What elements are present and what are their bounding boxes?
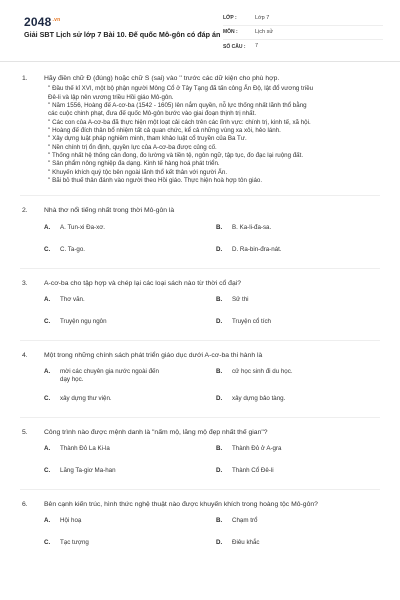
- option-text: Thơ văn.: [60, 295, 85, 303]
- option-letter: C.: [44, 317, 51, 325]
- option-a[interactable]: [44, 296, 216, 308]
- meta-value: Lịch sử: [255, 28, 274, 35]
- meta-row-subject: [223, 26, 383, 40]
- statement-line: '' Đầu thế kỉ XVI, một bộ phận người Mông Cổ ở Tây Tạng đã tấn công Ấn Độ, lật đổ vương triều: [48, 85, 314, 93]
- option-letter: A.: [44, 295, 51, 303]
- option-c[interactable]: [44, 539, 216, 551]
- option-text: Sử thi: [232, 295, 249, 303]
- option-letter: A.: [44, 444, 51, 452]
- statement-line: '' Xây dựng luật pháp nghiêm minh, tham khảo luật cổ truyền của Ba Tư.: [48, 135, 247, 143]
- question-4: [0, 351, 400, 407]
- option-text: xây dựng bảo tàng.: [232, 394, 286, 402]
- divider: [20, 195, 380, 196]
- option-text: cử học sinh đi du học.: [232, 368, 293, 375]
- option-letter: D.: [216, 394, 223, 402]
- option-text: C. Ta-go.: [60, 245, 85, 253]
- option-letter: D.: [216, 539, 223, 547]
- statement-line: '' Sản phẩm nông nghiệp đa dạng. Kinh tế hàng hoá phát triển.: [48, 160, 220, 168]
- option-text: Điêu khắc: [232, 539, 260, 547]
- option-b[interactable]: [216, 368, 388, 385]
- divider: [20, 340, 380, 341]
- statement-line: '' Nền chính trị ổn định, quyền lực của A-cơ-ba được củng cố.: [48, 143, 217, 151]
- option-letter: B.: [216, 368, 223, 375]
- question-2: [0, 206, 400, 257]
- option-c[interactable]: [44, 318, 216, 330]
- option-d[interactable]: [216, 246, 388, 258]
- option-a[interactable]: [44, 368, 216, 385]
- meta-panel: [223, 12, 383, 54]
- option-text: D. Ra-bin-đra-nát.: [232, 245, 282, 253]
- option-letter: B.: [216, 295, 223, 303]
- meta-key: MÔN :: [223, 29, 238, 36]
- question-3: [0, 279, 400, 330]
- statement-line: '' Thống nhất hệ thống cân đong, đo lường và tiền tệ, ngôn ngữ, tập tục, đo đạc lại ruộng đất.: [48, 152, 304, 160]
- question-list: [0, 74, 400, 551]
- question-6: [0, 500, 400, 551]
- meta-key: SỐ CÂU :: [223, 43, 246, 50]
- divider: [20, 417, 380, 418]
- option-d[interactable]: [216, 467, 388, 479]
- option-letter: D.: [216, 245, 223, 253]
- option-b[interactable]: [216, 517, 388, 529]
- option-d[interactable]: [216, 395, 388, 407]
- option-text: A. Tun-xi Đa-xơ.: [60, 223, 105, 231]
- statement-line: '' Năm 1556, Hoàng đế A-cơ-ba (1542 - 1605) lên nắm quyền, nỗ lực thống nhất lãnh thổ bằng: [48, 101, 307, 109]
- option-grid: [44, 517, 380, 551]
- option-b[interactable]: [216, 296, 388, 308]
- option-text: Thành Đỏ La Ki-la: [60, 444, 110, 452]
- option-c[interactable]: [44, 467, 216, 479]
- option-b[interactable]: [216, 445, 388, 457]
- question-1: [0, 74, 400, 185]
- option-letter: D.: [216, 317, 223, 325]
- meta-row-count: [223, 40, 383, 54]
- question-number: 6.: [22, 500, 28, 508]
- site-logo[interactable]: [24, 14, 60, 30]
- option-letter: B.: [216, 223, 223, 231]
- option-b[interactable]: [216, 224, 388, 236]
- option-text: Hội hoạ: [60, 517, 82, 525]
- option-text: xây dựng thư viện.: [60, 394, 112, 402]
- question-number: 5.: [22, 428, 28, 436]
- question-number: 4.: [22, 351, 28, 359]
- option-text: Chạm trổ: [232, 517, 258, 525]
- option-letter: A.: [44, 368, 51, 375]
- option-a[interactable]: [44, 517, 216, 529]
- meta-value: 7: [255, 43, 259, 50]
- option-c[interactable]: [44, 246, 216, 258]
- option-text: Tạc tượng: [60, 539, 89, 547]
- logo-suffix: .vn: [52, 17, 61, 23]
- option-letter: A.: [44, 223, 51, 231]
- option-letter: D.: [216, 466, 223, 474]
- page-title: Giải SBT Lịch sử lớp 7 Bài 10. Đế quốc Mô-gôn có đáp án: [24, 30, 221, 39]
- option-text: Truyện ngụ ngôn: [60, 317, 107, 325]
- option-d[interactable]: [216, 318, 388, 330]
- question-number: 2.: [22, 207, 28, 215]
- option-letter: A.: [44, 517, 51, 525]
- option-text: B. Ka-li-đa-sa.: [232, 223, 272, 231]
- statement-line: '' Khuyến khích quý tộc bên ngoài lãnh thổ kết thân với người Ấn.: [48, 168, 228, 176]
- statement-list: [44, 85, 380, 185]
- option-a[interactable]: [44, 445, 216, 457]
- option-c[interactable]: [44, 395, 216, 407]
- question-text: Một trong những chính sách phát triển giáo dục dưới A-cơ-ba thi hành là: [44, 351, 263, 359]
- meta-row-class: [223, 12, 383, 26]
- option-letter: B.: [216, 517, 223, 525]
- option-text: Truyện cổ tích: [232, 317, 271, 325]
- question-5: [0, 428, 400, 479]
- statement-line: Đê-li và lập nên vương triều Hồi giáo Mô-gôn.: [48, 93, 174, 101]
- option-text: Thành Cổ Đê-li: [232, 466, 274, 474]
- option-text: Thành Đỏ ở A-gra: [232, 444, 282, 452]
- statement-line: '' Hoàng đế đích thân bổ nhiệm tất cả quan chức, kể cả những vùng xa xôi, hẻo lánh.: [48, 126, 281, 134]
- meta-key: LỚP :: [223, 15, 237, 22]
- question-text: Nhà thơ nổi tiếng nhất trong thời Mô-gôn là: [44, 207, 175, 215]
- option-grid: [44, 445, 380, 479]
- question-text: Công trình nào được mệnh danh là "nấm mộ, lăng mộ đẹp nhất thế gian"?: [44, 428, 268, 436]
- option-text: mời các chuyên gia nước ngoài đến dạy học.: [60, 368, 159, 384]
- question-text: Bên cạnh kiến trúc, hình thức nghệ thuật nào được khuyến khích trong hoàng tộc Mô-gôn?: [44, 500, 318, 508]
- option-letter: C.: [44, 394, 51, 402]
- option-grid: [44, 368, 380, 407]
- option-text: Lăng Ta-giơ Ma-han: [60, 466, 116, 474]
- logo-text: 2048: [24, 15, 52, 29]
- meta-value: Lớp 7: [255, 14, 270, 21]
- page-header: [0, 0, 400, 62]
- option-grid: [44, 224, 380, 258]
- option-letter: C.: [44, 245, 51, 253]
- statement-line: '' Bãi bỏ thuế thân đánh vào người theo Hồi giáo. Thực hiện hoà hợp tôn giáo.: [48, 177, 263, 185]
- question-number: 3.: [22, 279, 28, 287]
- question-number: 1.: [22, 75, 28, 82]
- option-letter: B.: [216, 444, 223, 452]
- option-grid: [44, 296, 380, 330]
- divider: [20, 489, 380, 490]
- divider: [20, 268, 380, 269]
- question-text: A-cơ-ba cho tập hợp và chép lại các loại sách nào từ thời cổ đại?: [44, 279, 242, 287]
- option-d[interactable]: [216, 539, 388, 551]
- option-letter: C.: [44, 539, 51, 547]
- option-letter: C.: [44, 466, 51, 474]
- question-text: Hãy điền chữ Đ (đúng) hoặc chữ S (sai) vào '' trước các dữ kiện cho phù hợp.: [44, 75, 280, 82]
- statement-line: các cuộc chinh phạt, đưa đế quốc Mô-gôn bước vào giai đoạn thịnh trị nhất.: [48, 110, 257, 118]
- statement-line: '' Các con của A-cơ-ba đã thực hiện một loạt cải cách trên các lĩnh vực: chính trị, kinh tế, xã hội.: [48, 118, 311, 126]
- option-a[interactable]: [44, 224, 216, 236]
